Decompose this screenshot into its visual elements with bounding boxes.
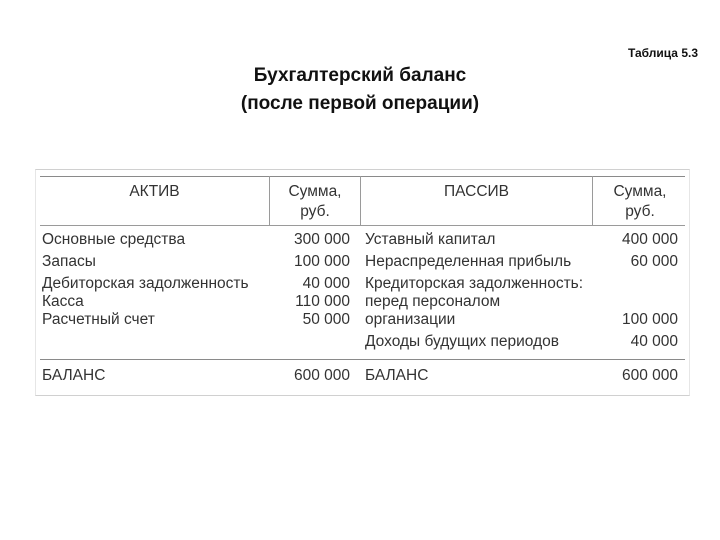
table-total-rule [40, 359, 685, 360]
header-active-sum-line-2: руб. [300, 203, 330, 220]
asset-label: Дебиторская задолженность [42, 275, 249, 292]
title-line-2: (после первой операции) [240, 93, 480, 114]
asset-value: 110 000 [295, 293, 350, 310]
asset-label: Запасы [42, 253, 96, 270]
asset-value: 300 000 [293, 231, 350, 248]
asset-label: Основные средства [42, 231, 186, 248]
table-header-rule [40, 225, 685, 226]
asset-value: 100 000 [293, 253, 350, 270]
total-passive-label: БАЛАНС [365, 367, 429, 384]
asset-label: Расчетный счет [42, 311, 155, 328]
liability-value: 400 000 [621, 231, 678, 248]
liability-label: Доходы будущих периодов [365, 333, 559, 350]
liability-label: Уставный капитал [365, 231, 496, 248]
balance-table [35, 169, 690, 396]
header-active-sum-line-1: Сумма, [288, 183, 342, 200]
page-title [200, 62, 520, 118]
header-passive-sum [593, 182, 687, 222]
header-active: АКТИВ [129, 183, 180, 200]
total-passive-value: 600 000 [621, 367, 678, 384]
asset-value: 50 000 [302, 311, 350, 328]
total-active-label: БАЛАНС [42, 367, 106, 384]
liability-label-line-2: перед персоналом [365, 293, 501, 310]
liability-label-line-3: организации [365, 311, 456, 328]
total-active-value: 600 000 [293, 367, 350, 384]
header-passive: ПАССИВ [443, 183, 509, 200]
header-passive-sum-line-1: Сумма, [613, 183, 667, 200]
title-line-1: Бухгалтерский баланс [253, 65, 467, 86]
liability-label: Нераспределенная прибыль [365, 253, 572, 270]
header-passive-sum-line-2: руб. [625, 203, 655, 220]
table-top-rule [40, 176, 685, 177]
liability-value: 60 000 [630, 253, 678, 270]
liability-label-line-1: Кредиторская задолженность: [365, 275, 584, 292]
table-number: Таблица 5.3 [627, 46, 698, 60]
liability-value: 40 000 [630, 333, 678, 350]
asset-label: Касса [42, 293, 84, 310]
header-active-sum [270, 182, 360, 222]
liability-value: 100 000 [621, 311, 678, 328]
asset-value: 40 000 [302, 275, 350, 292]
